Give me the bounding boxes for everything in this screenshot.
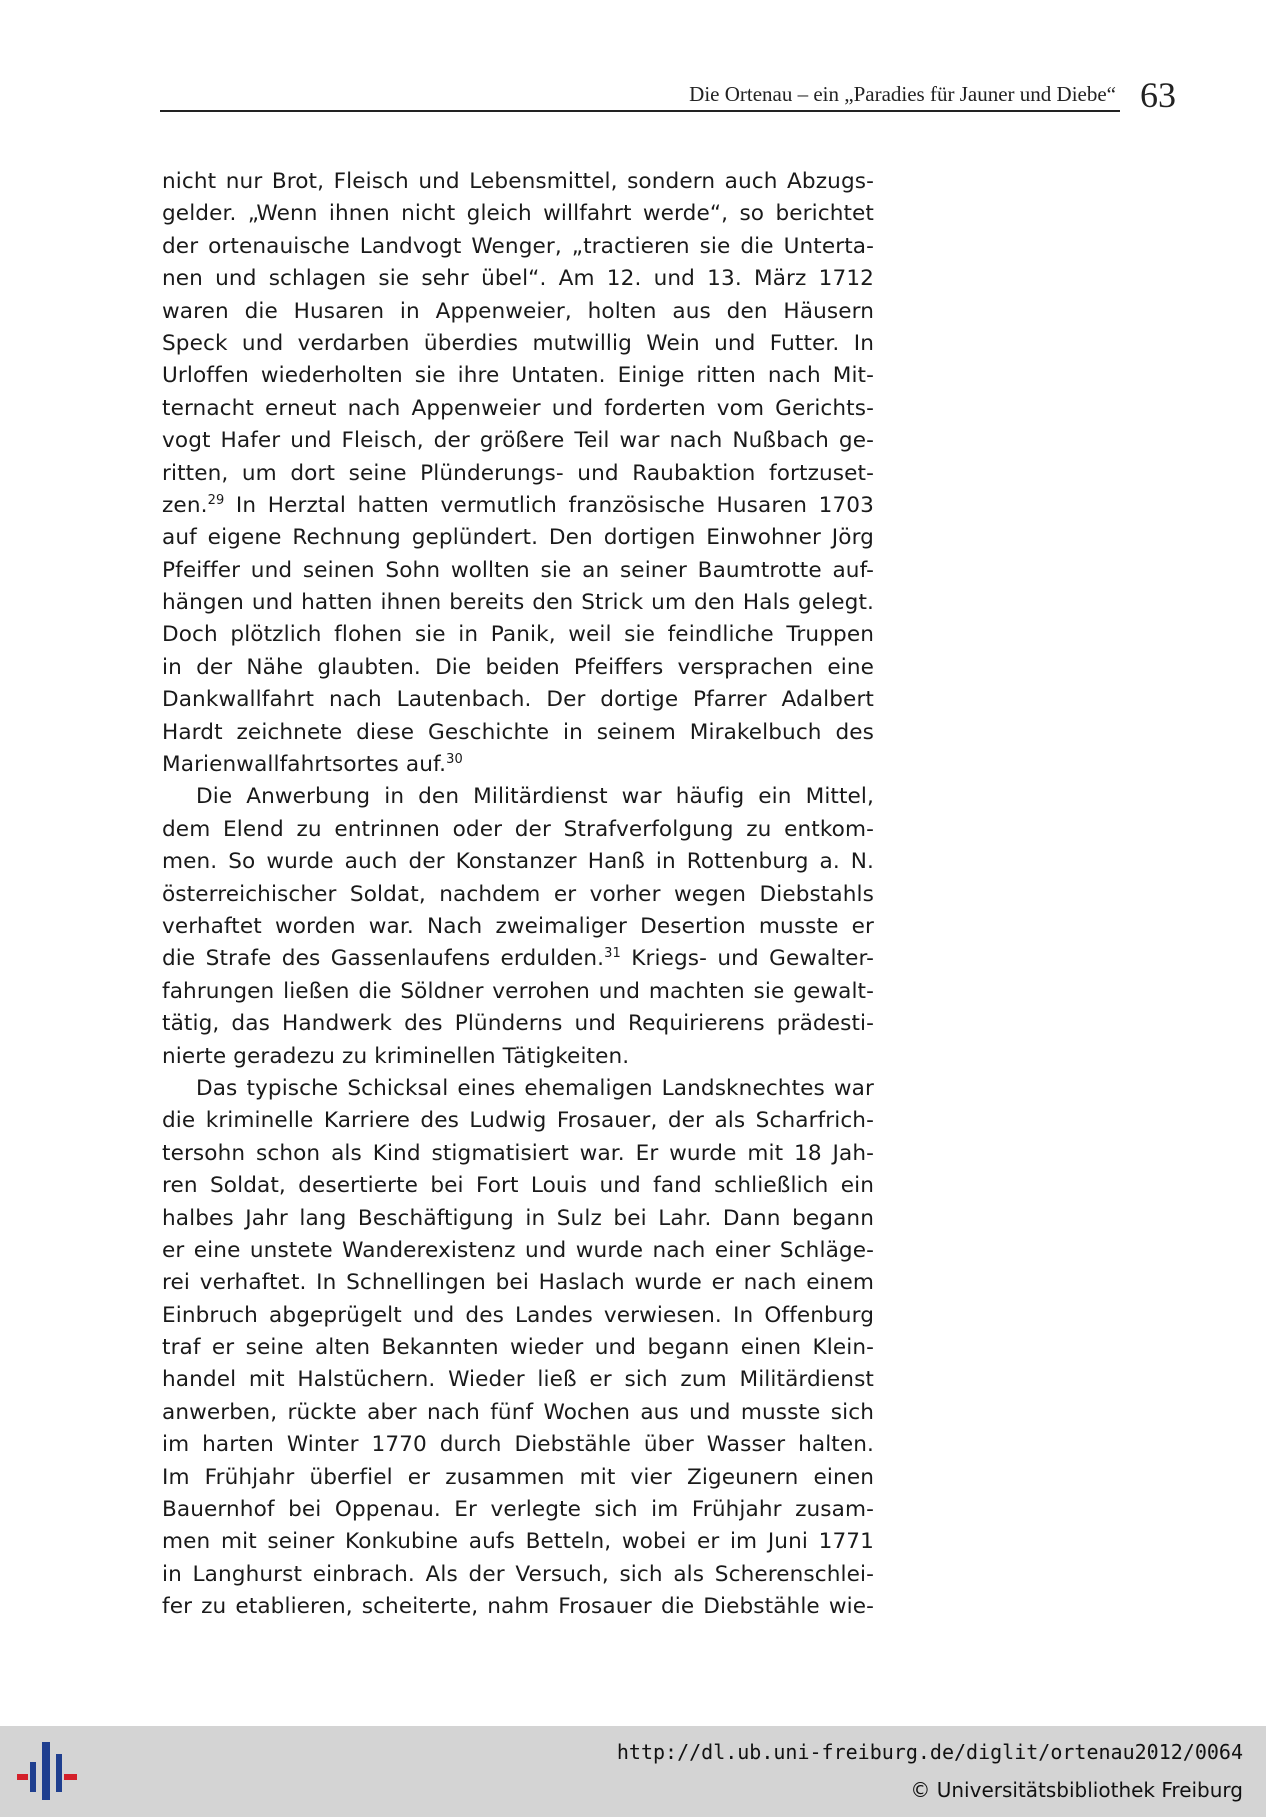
text-line: [162, 1203, 874, 1235]
text-line: [162, 1235, 874, 1267]
text-line-content: in der Nähe glaubten. Die beiden Pfeiffers versprachen eine: [162, 654, 874, 680]
text-line-content: tersohn schon als Kind stigmatisiert war. Er wurde mit 18 Jah-: [162, 1140, 874, 1166]
text-line: [162, 1364, 874, 1396]
text-line: [162, 943, 874, 975]
text-line: [162, 1494, 874, 1526]
text-line: [162, 619, 874, 651]
text-line: [162, 879, 874, 911]
text-line-content: Die Anwerbung in den Militärdienst war häufig ein Mittel,: [196, 784, 874, 810]
text-line: [162, 1462, 874, 1494]
text-line-content: Bauernhof bei Oppenau. Er verlegte sich im Frühjahr zusam-: [162, 1497, 874, 1523]
text-line: [162, 328, 874, 360]
text-line-content: ritten, um dort seine Plünderungs- und Raubaktion fortzuset-: [162, 460, 874, 486]
text-line-content: Im Frühjahr überfiel er zusammen mit vier Zigeunern einen: [162, 1464, 874, 1490]
footnote-marker[interactable]: 29: [207, 492, 225, 508]
text-line: [162, 717, 874, 749]
text-line: [162, 458, 874, 490]
text-line: [162, 360, 874, 392]
text-line-content: ternacht erneut nach Appenweier und forderten vom Gerichts-: [162, 395, 874, 421]
text-line: [162, 814, 874, 846]
text-line-content: vogt Hafer und Fleisch, der größere Teil war nach Nußbach ge-: [162, 428, 874, 454]
text-line-content: die kriminelle Karriere des Ludwig Frosauer, der als Scharfrich-: [162, 1108, 874, 1134]
text-line-content: die Strafe des Gassenlaufens erdulden.: [162, 946, 605, 972]
text-line-content: auf eigene Rechnung geplündert. Den dortigen Einwohner Jörg: [162, 525, 874, 551]
text-line: [162, 1138, 874, 1170]
text-line-content: Das typische Schicksal eines ehemaligen Landsknechtes war: [196, 1075, 874, 1101]
text-line: [162, 976, 874, 1008]
text-line: [162, 1300, 874, 1332]
text-line: [162, 684, 874, 716]
text-line-content: Einbruch abgeprügelt und des Landes verwiesen. In Offenburg: [162, 1302, 874, 1328]
text-line: [162, 587, 874, 619]
text-line-content: gelder. „Wenn ihnen nicht gleich willfahrt werde“, so berichtet: [162, 201, 874, 227]
text-line-content: er eine unstete Wanderexistenz und wurde nach einer Schläge-: [162, 1237, 874, 1263]
text-line: [162, 522, 874, 554]
text-line: [162, 1073, 874, 1105]
text-line-content: Speck und verdarben überdies mutwillig Wein und Futter. In: [162, 330, 874, 356]
text-line-content: verhaftet worden war. Nach zweimaliger Desertion musste er: [162, 913, 874, 939]
text-line-content: österreichischer Soldat, nachdem er vorher wegen Diebstahls: [162, 881, 874, 907]
text-line: [162, 1170, 874, 1202]
text-line-content: traf er seine alten Bekannten wieder und begann einen Klein-: [162, 1335, 874, 1361]
text-line-content: nen und schlagen sie sehr übel“. Am 12. und 13. März 1712: [162, 266, 874, 292]
text-line: [162, 198, 874, 230]
text-line-content: anwerben, rückte aber nach fünf Wochen aus und musste sich: [162, 1399, 874, 1425]
text-line-content: Urloffen wiederholten sie ihre Untaten. Einige ritten nach Mit-: [162, 363, 874, 389]
footer-url[interactable]: http://dl.ub.uni-freiburg.de/diglit/ortenau2012/0064: [616, 1740, 1243, 1764]
text-line: [162, 1429, 874, 1461]
text-line: [162, 1008, 874, 1040]
text-line: [162, 1591, 874, 1623]
ub-freiburg-logo-icon: [17, 1740, 79, 1802]
footer-copyright: © Universitätsbibliothek Freiburg: [910, 1778, 1243, 1802]
text-line-content: rei verhaftet. In Schnellingen bei Haslach wurde er nach einem: [162, 1270, 874, 1296]
text-line: [162, 781, 874, 813]
text-line-content: nierte geradezu zu kriminellen Tätigkeiten.: [162, 1043, 630, 1069]
text-line-content: im harten Winter 1770 durch Diebstähle über Wasser halten.: [162, 1432, 874, 1458]
text-line: [162, 1559, 874, 1591]
text-line: [162, 749, 874, 781]
text-line: [162, 263, 874, 295]
text-line: [162, 1332, 874, 1364]
footnote-marker[interactable]: 30: [446, 752, 463, 768]
text-line-content: nicht nur Brot, Fleisch und Lebensmittel, sondern auch Abzugs-: [162, 169, 874, 194]
text-line: [162, 911, 874, 943]
footnote-marker[interactable]: 31: [604, 946, 621, 962]
text-line: [162, 1105, 874, 1137]
text-line-content: Marienwallfahrtsortes auf.: [162, 752, 447, 778]
text-line: [162, 1526, 874, 1558]
text-line-content: dem Elend zu entrinnen oder der Strafverfolgung zu entkom-: [162, 816, 874, 842]
text-line-content: tätig, das Handwerk des Plünderns und Requirierens prädesti-: [162, 1011, 874, 1037]
text-line: [162, 1267, 874, 1299]
text-line-content: in Langhurst einbrach. Als der Versuch, sich als Scherenschlei-: [162, 1561, 874, 1587]
text-line: [162, 1041, 874, 1073]
text-line-content: ren Soldat, desertierte bei Fort Louis und fand schließlich ein: [162, 1173, 874, 1199]
text-line: [162, 555, 874, 587]
text-line-content: fer zu etablieren, scheiterte, nahm Frosauer die Diebstähle wie-: [162, 1594, 874, 1620]
text-line-content: waren die Husaren in Appenweier, holten aus den Häusern: [162, 298, 874, 324]
text-line: [162, 846, 874, 878]
footer-bar: [0, 1726, 1266, 1817]
text-line: [162, 652, 874, 684]
page-number: 63: [1140, 75, 1176, 115]
text-line-content: der ortenauische Landvogt Wenger, „tractieren sie die Unterta-: [162, 233, 874, 259]
running-head: [160, 72, 1120, 112]
text-line: [162, 1397, 874, 1429]
text-line: [162, 296, 874, 328]
text-line: [162, 425, 874, 457]
text-line: [162, 393, 874, 425]
text-line-content: men. So wurde auch der Konstanzer Hanß in Rottenburg a. N.: [162, 849, 874, 875]
text-line-content: Doch plötzlich flohen sie in Panik, weil sie feindliche Truppen: [162, 622, 874, 648]
text-line-content: halbes Jahr lang Beschäftigung in Sulz bei Lahr. Dann begann: [162, 1205, 874, 1231]
text-line: [162, 166, 874, 198]
text-line-continuation: In Herztal hatten vermutlich französische Husaren 1703: [224, 492, 874, 518]
text-line-content: fahrungen ließen die Söldner verrohen und machten sie gewalt-: [162, 978, 874, 1004]
header-rule: [160, 110, 1120, 112]
text-line-content: men mit seiner Konkubine aufs Betteln, wobei er im Juni 1771: [162, 1529, 874, 1555]
text-line-content: hängen und hatten ihnen bereits den Strick um den Hals gelegt.: [162, 590, 874, 616]
text-line-content: Hardt zeichnete diese Geschichte in seinem Mirakelbuch des: [162, 719, 874, 745]
body-text: [162, 166, 874, 1624]
text-line-content: zen.: [162, 492, 208, 518]
running-title: Die Ortenau – ein „Paradies für Jauner und Diebe“: [689, 82, 1116, 106]
text-line-content: Pfeiffer und seinen Sohn wollten sie an seiner Baumtrotte auf-: [162, 557, 874, 583]
text-line: [162, 231, 874, 263]
text-line-continuation: Kriegs- und Gewalter-: [620, 946, 874, 972]
text-line-content: handel mit Halstüchern. Wieder ließ er sich zum Militärdienst: [162, 1367, 874, 1393]
text-line-content: Dankwallfahrt nach Lautenbach. Der dortige Pfarrer Adalbert: [162, 687, 874, 713]
text-line: [162, 490, 874, 522]
